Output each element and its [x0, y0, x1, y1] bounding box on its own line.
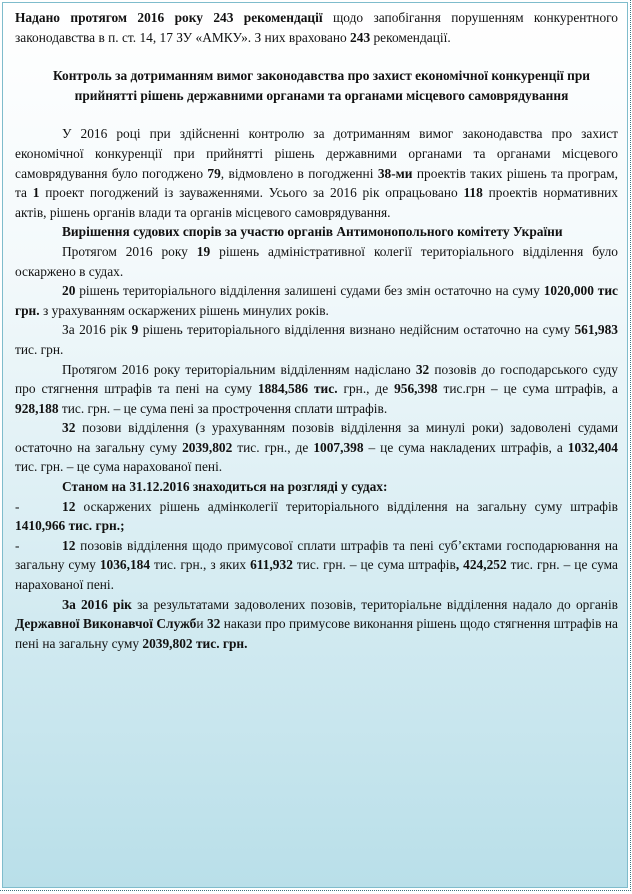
text: Протягом 2016 року територіальним відділенням надіслано [62, 361, 416, 377]
bold-text: 1 [32, 185, 40, 201]
text: проектів нормативних актів, рішень органів влади та органів місцевого самоврядування. [15, 185, 618, 220]
bold-text: 1007,398 [313, 439, 364, 455]
text: и [196, 616, 207, 632]
text: тис.грн – це сума штрафів, а [437, 381, 618, 397]
paragraph [15, 595, 618, 654]
bold-text: 9 [131, 322, 139, 338]
text: За 2016 рік [62, 322, 132, 338]
paragraph [15, 124, 618, 222]
bold-text: 1410,966 тис. грн.; [15, 518, 125, 534]
bold-text: 38-ми [377, 165, 413, 181]
bullet-item [15, 536, 618, 595]
text: рішень адміністративної колегії територіального відділення було оскаржено в судах. [15, 243, 618, 279]
text: рекомендації. [370, 29, 451, 45]
text: У 2016 році при здійсненні контролю за дотриманням вимог законодавства про захист економічної конкуренції при прийнятті рішень державними органами та органами місцевого самоврядування було погоджено [15, 126, 618, 181]
paragraph [15, 477, 618, 497]
document-body [15, 8, 618, 653]
text: Протягом 2016 року [62, 243, 197, 259]
bold-text: , 424,252 [455, 557, 507, 573]
text: тис. грн. [15, 341, 64, 357]
text: оскаржених рішень адмінколегії територіального відділення на загальну суму штрафів [75, 498, 618, 514]
text-frame [2, 2, 628, 888]
text: тис. грн. – це сума штрафів [292, 557, 456, 573]
bold-text: 561,983 [574, 322, 618, 338]
bold-text: 1020,000 тис грн. [15, 283, 618, 318]
paragraph [15, 222, 618, 242]
text: накази про примусове виконання рішень щодо стягнення штрафів на пені на загальну суму [15, 616, 619, 651]
text: – це сума накладених штрафів, а [363, 439, 568, 455]
text: за результатами задоволених позовів, територіальне відділення надало до органів [131, 596, 618, 612]
bold-text: 32 [206, 616, 221, 632]
bullet-dash: - [15, 498, 20, 514]
bold-text: 32 [415, 361, 430, 377]
bold-text: 611,932 [250, 557, 293, 573]
bold-text: Надано протягом 2016 року 243 рекомендації [15, 10, 323, 25]
bullet-dash: - [15, 537, 20, 553]
bold-text: 12 [62, 498, 76, 514]
text: тис. грн. – це сума пені за прострочення сплати штрафів. [58, 400, 388, 416]
text: грн., де [337, 381, 395, 397]
text: рішень територіального відділення залишені судами без змін остаточно на суму [75, 283, 544, 299]
bullet-item [15, 497, 618, 536]
bold-text: 2039,802 тис. грн. [142, 635, 248, 651]
text: тис. грн., де [232, 439, 314, 455]
paragraph [15, 360, 618, 419]
bold-text: Станом на 31.12.2016 знаходиться на розгляді у судах: [62, 479, 388, 495]
bold-text: 12 [62, 537, 76, 553]
bold-text: Вирішення судових спорів за участю органів Антимонопольного комітету України [62, 224, 563, 240]
text: з урахуванням оскаржених рішень минулих років. [39, 302, 329, 318]
text: рішень територіального відділення визнано недійсним остаточно на суму [138, 322, 575, 338]
text: позовів до господарського суду про стягнення штрафів та пені на суму [15, 361, 618, 397]
bold-text: За 2016 рік [62, 596, 132, 612]
blank-line [15, 105, 618, 124]
text: щодо запобігання порушенням конкурентного законодавства в п. ст. 14, 17 ЗУ «АМКУ». З них враховано [15, 10, 618, 45]
paragraph [15, 242, 618, 281]
text: тис. грн., з яких [150, 557, 251, 573]
bold-text: 1036,184 [99, 557, 151, 573]
bold-text: 19 [196, 243, 211, 259]
bold-text: Державної Виконавчої Служб [15, 616, 197, 632]
text: проект погоджений із зауваженнями. Усього за 2016 рік опрацьовано [39, 185, 464, 201]
paragraph [15, 418, 618, 477]
bold-text: 20 [62, 283, 76, 299]
blank-line [15, 47, 618, 66]
bold-text: 956,398 [394, 381, 438, 397]
bold-text: 928,188 [15, 400, 59, 416]
text: тис. грн. – це сума нарахованої пені. [15, 557, 618, 593]
bold-text: Контроль за дотриманням вимог законодавства про захист економічної конкуренції при прийнятті рішень державними органами та органами місцевого самоврядування [52, 68, 591, 103]
bold-text: 1032,404 [567, 439, 618, 455]
bold-text: 2039,802 [182, 439, 233, 455]
bold-text: 118 [463, 185, 483, 201]
text: , відмовлено в погодженні [220, 165, 378, 181]
paragraph [15, 320, 618, 359]
section-heading [15, 66, 618, 105]
bold-text: 243 [350, 29, 371, 45]
text: позовів відділення щодо примусової сплати штрафів та пені суб’єктами господарювання на загальну суму [15, 537, 618, 573]
bold-text: 32 [62, 420, 76, 436]
text: тис. грн. – це сума нарахованої пені. [15, 459, 223, 475]
bold-text: 79 [207, 165, 221, 181]
paragraph [15, 281, 618, 320]
bold-text: 1884,586 тис. [257, 381, 338, 397]
text: проектів таких рішень та програм, та [15, 165, 618, 201]
text: позови відділення (з урахуванням позовів відділення за минулі роки) задоволені судами остаточно на загальну суму [15, 420, 618, 455]
paragraph [15, 8, 618, 47]
